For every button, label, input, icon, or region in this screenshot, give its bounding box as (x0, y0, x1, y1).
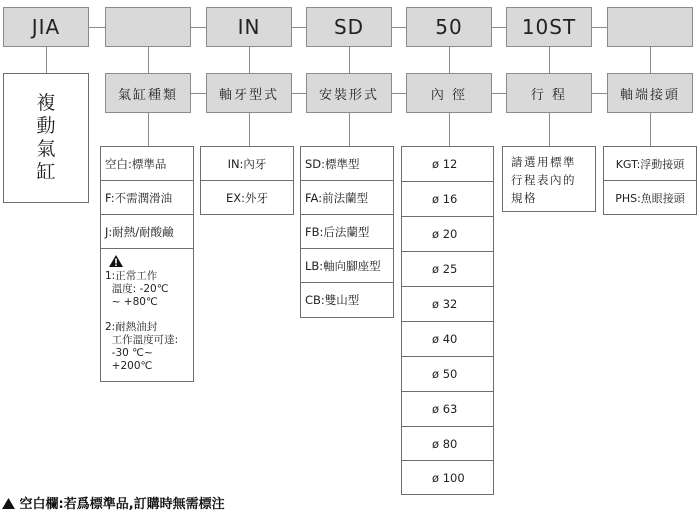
bore-value: 16 (442, 192, 458, 206)
category-label: 軸端接頭 (619, 87, 680, 103)
code-bore: 50 (435, 15, 463, 39)
connector (449, 47, 450, 73)
footer-note (2, 493, 225, 512)
category-mount-type (306, 73, 392, 113)
connector (249, 47, 250, 73)
code-box-mount (306, 7, 392, 47)
note-box (100, 248, 194, 382)
option-rod-end (603, 146, 697, 181)
connector (549, 47, 550, 73)
connector (46, 47, 47, 73)
category-rod-end (607, 73, 693, 113)
connector (592, 93, 607, 94)
connector (349, 47, 350, 73)
bore-value: 20 (442, 227, 458, 241)
bore-prefix: ø (432, 157, 440, 171)
category-label: 安裝形式 (318, 87, 379, 103)
bore-prefix: ø (432, 297, 440, 311)
product-name-box (3, 73, 89, 203)
note-line: 工作溫度可達: (105, 334, 179, 346)
connector (650, 47, 651, 73)
bore-value: 25 (442, 262, 458, 276)
code-box-rod-end (607, 7, 693, 47)
code-stroke: 10ST (521, 15, 577, 39)
bore-value: 40 (442, 332, 458, 346)
option-label: EX:外牙 (225, 190, 269, 205)
option-thread-type (200, 180, 294, 215)
connector (492, 93, 506, 94)
option-mount-type (300, 180, 394, 215)
option-rod-end (603, 180, 697, 215)
code-box-series (3, 7, 89, 47)
option-bore (401, 181, 494, 217)
stroke-note-line: 行程表內的 (511, 173, 576, 187)
connector (148, 113, 149, 146)
option-bore (401, 391, 494, 427)
option-label: LB:軸向腳座型 (305, 258, 381, 273)
bore-prefix: ø (432, 436, 440, 451)
category-cylinder-type (105, 73, 191, 113)
option-mount-type (300, 282, 394, 318)
option-label: IN:內牙 (227, 156, 267, 171)
connector (449, 113, 450, 146)
code-box-type (105, 7, 191, 47)
code-box-thread (206, 7, 292, 47)
product-name-char: 氣 (36, 138, 56, 160)
connector (349, 113, 350, 146)
bore-value: 12 (442, 157, 458, 171)
connector (650, 113, 651, 146)
note-line: 溫度: -20℃ (105, 283, 169, 295)
option-bore (401, 460, 494, 495)
bore-prefix: ø (432, 332, 440, 346)
bore-prefix: ø (432, 470, 440, 485)
product-name-char: 缸 (36, 161, 56, 183)
category-label: 行 程 (530, 87, 568, 103)
bore-value: 80 (442, 436, 458, 451)
option-cylinder-type (100, 180, 194, 215)
category-label: 軸牙型式 (218, 87, 279, 103)
option-label: CB:雙山型 (305, 293, 360, 307)
product-name-char: 複 (36, 92, 56, 114)
option-bore (401, 251, 494, 287)
option-bore (401, 286, 494, 322)
option-label: FA:前法蘭型 (305, 190, 369, 205)
option-mount-type (300, 214, 394, 249)
option-label: KGT:浮動接頭 (615, 157, 685, 171)
option-bore (401, 321, 494, 357)
bore-prefix: ø (432, 192, 440, 206)
connector (292, 93, 306, 94)
connector (549, 113, 550, 146)
bore-prefix: ø (432, 262, 440, 276)
category-bore (406, 73, 492, 113)
note-line: 1:正常工作 (105, 270, 158, 282)
category-label: 氣缸種類 (117, 87, 178, 103)
note-line: +200℃ (105, 360, 153, 372)
connector (249, 113, 250, 146)
option-bore (401, 146, 494, 182)
product-name (4, 74, 88, 202)
bore-value: 32 (442, 297, 458, 311)
category-thread-type (206, 73, 292, 113)
option-bore (401, 216, 494, 252)
bore-value: 50 (442, 367, 458, 381)
connector (292, 27, 306, 28)
connector (148, 47, 149, 73)
code-mount: SD (333, 15, 365, 39)
note-item-1 (105, 270, 169, 309)
option-mount-type (300, 146, 394, 181)
bore-value: 100 (442, 470, 465, 485)
option-label: PHS:魚眼接頭 (615, 191, 685, 205)
note-item-2 (105, 321, 178, 373)
option-label: 空白:標準品 (105, 156, 167, 171)
bore-prefix: ø (432, 402, 440, 416)
stroke-note-box (502, 146, 596, 212)
footer-text: 空白欄:若爲標準品,訂購時無需標注 (19, 497, 225, 512)
connector (492, 27, 506, 28)
note-line: -30 ℃~ (105, 347, 153, 359)
category-label: 內 徑 (430, 87, 468, 103)
product-name-char: 動 (36, 115, 56, 137)
option-label: F:不需潤滑油 (105, 190, 173, 205)
note-line: 2:耐熱油封 (105, 321, 158, 333)
warning-triangle-icon (2, 498, 15, 509)
warning-triangle-icon (109, 255, 123, 267)
bore-value: 63 (442, 402, 458, 416)
option-mount-type (300, 248, 394, 283)
connector (592, 27, 607, 28)
code-series: JIA (31, 15, 61, 39)
category-stroke (506, 73, 592, 113)
connector (191, 27, 206, 28)
option-cylinder-type (100, 146, 194, 181)
option-cylinder-type (100, 214, 194, 249)
stroke-note-line: 請選用標準 (511, 155, 576, 169)
connector (191, 93, 206, 94)
bore-prefix: ø (432, 367, 440, 381)
option-bore (401, 356, 494, 392)
code-thread: IN (237, 15, 261, 39)
option-label: SD:標準型 (305, 156, 360, 171)
option-thread-type (200, 146, 294, 181)
note-line: ~ +80℃ (105, 296, 158, 308)
stroke-note (511, 153, 576, 207)
option-bore (401, 426, 494, 461)
code-box-stroke (506, 7, 592, 47)
option-label: J:耐熱/耐酸鹼 (105, 224, 174, 239)
connector (392, 93, 406, 94)
option-label: FB:后法蘭型 (305, 224, 370, 239)
stroke-note-line: 規格 (511, 191, 537, 205)
bore-prefix: ø (432, 227, 440, 241)
connector (392, 27, 406, 28)
code-box-bore (406, 7, 492, 47)
connector (89, 27, 105, 28)
